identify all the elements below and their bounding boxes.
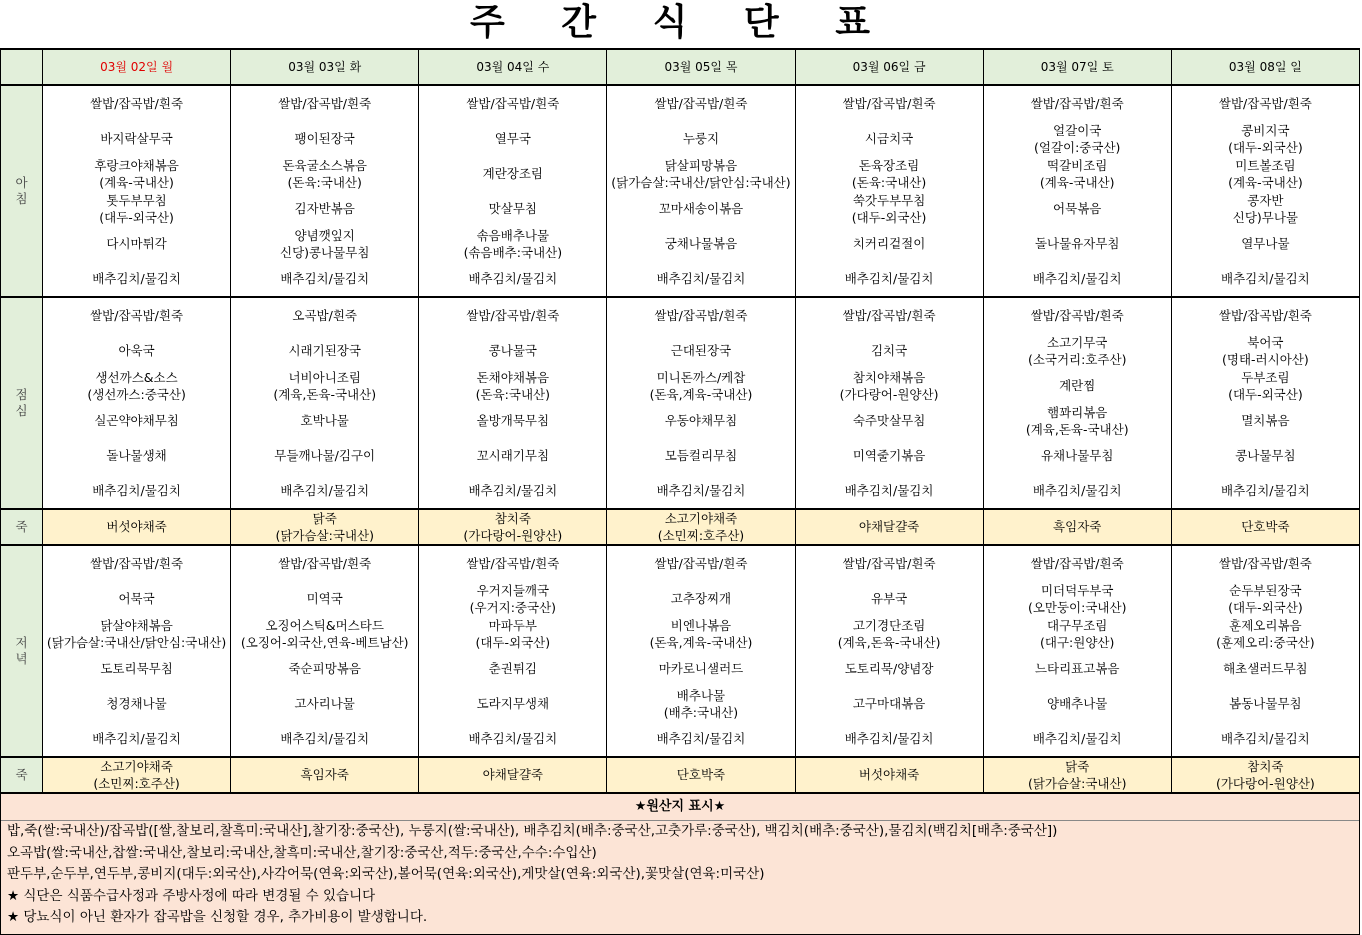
menu-cell: 유채나물무침 — [983, 438, 1171, 473]
menu-cell: 열무국 — [419, 121, 607, 156]
menu-cell: 바지락살무국 — [43, 121, 231, 156]
menu-cell: 쌀밥/잡곡밥/흰죽 — [983, 85, 1171, 121]
menu-cell: 쌀밥/잡곡밥/흰죽 — [795, 297, 983, 333]
menu-cell: 배추김치/물김치 — [231, 473, 419, 509]
menu-cell: 도토리묵/양념장 — [795, 651, 983, 686]
menu-cell: 쑥갓두부무침 (대두-외국산) — [795, 191, 983, 226]
menu-cell: 배추김치/물김치 — [795, 473, 983, 509]
menu-cell: 닭살피망볶음 (닭가슴살:국내산/닭안심:국내산) — [607, 156, 795, 191]
menu-cell: 오곡밥/흰죽 — [231, 297, 419, 333]
menu-cell: 배추김치/물김치 — [231, 261, 419, 297]
menu-cell: 닭죽 (닭가슴살:국내산) — [231, 509, 419, 545]
menu-cell: 배추김치/물김치 — [983, 261, 1171, 297]
origin-header: ★원산지 표시★ — [1, 794, 1359, 821]
menu-cell: 배추김치/물김치 — [1171, 721, 1359, 757]
menu-cell: 도토리묵무침 — [43, 651, 231, 686]
menu-cell: 죽순피망볶음 — [231, 651, 419, 686]
menu-row — [1, 721, 1360, 757]
menu-row — [1, 438, 1360, 473]
page-title: 주 간 식 단 표 — [469, 2, 892, 43]
menu-cell: 쌀밥/잡곡밥/흰죽 — [43, 85, 231, 121]
menu-cell: 마파두부 (대두-외국산) — [419, 616, 607, 651]
meal-label: 죽 — [1, 757, 43, 793]
menu-cell: 흑임자죽 — [983, 509, 1171, 545]
day-header-3: 03월 04일 수 — [419, 49, 607, 85]
origin-line: 판두부,순두부,연두부,콩비지(대두:외국산),사각어묵(연육:외국산),볼어묵(연육:외국산),게맛살(연육:외국산),꽃맛살(연육:미국산) — [7, 866, 765, 882]
menu-cell: 계란장조림 — [419, 156, 607, 191]
menu-cell: 비엔나볶음 (돈육,계육-국내산) — [607, 616, 795, 651]
menu-cell: 양념깻잎지 신당)콩나물무침 — [231, 226, 419, 261]
menu-cell: 참치죽 (가다랑어-원양산) — [419, 509, 607, 545]
menu-cell: 미니돈까스/케찹 (돈육,계육-국내산) — [607, 368, 795, 403]
menu-cell: 쌀밥/잡곡밥/흰죽 — [419, 297, 607, 333]
menu-cell: 콩비지국 (대두-외국산) — [1171, 121, 1359, 156]
day-header-5: 03월 06일 금 — [795, 49, 983, 85]
menu-cell: 미더덕두부국 (오만둥이:국내산) — [983, 581, 1171, 616]
day-header-7: 03월 08일 일 — [1171, 49, 1359, 85]
menu-cell: 쌀밥/잡곡밥/흰죽 — [795, 545, 983, 581]
menu-row — [1, 297, 1360, 333]
menu-cell: 숙주맛살무침 — [795, 403, 983, 438]
menu-cell: 느타리표고볶음 — [983, 651, 1171, 686]
menu-row — [1, 403, 1360, 438]
origin-line: 밥,죽(쌀:국내산)/잡곡밥([쌀,찰보리,찰흑미:국내산],찰기장:중국산), 누룽지(쌀:국내산), 배추김치(배추:중국산,고춧가루:중국산), 백김치(배추:중국산),물김치(백김치[배추:중국산]) — [7, 823, 1058, 839]
menu-row — [1, 473, 1360, 509]
menu-cell: 해초샐러드무침 — [1171, 651, 1359, 686]
menu-cell: 닭살야채볶음 (닭가슴살:국내산/닭안심:국내산) — [43, 616, 231, 651]
menu-cell: 콩나물무침 — [1171, 438, 1359, 473]
menu-cell: 아욱국 — [43, 333, 231, 368]
menu-cell: 김자반볶음 — [231, 191, 419, 226]
menu-cell: 궁채나물볶음 — [607, 226, 795, 261]
menu-cell: 춘권튀김 — [419, 651, 607, 686]
porridge-row — [1, 757, 1360, 793]
menu-cell: 배추김치/물김치 — [795, 721, 983, 757]
meal-label: 아 침 — [1, 85, 43, 297]
menu-row — [1, 121, 1360, 156]
menu-row — [1, 261, 1360, 297]
menu-cell: 고추장찌개 — [607, 581, 795, 616]
menu-cell: 봄동나물무침 — [1171, 686, 1359, 721]
menu-cell: 야채달걀죽 — [795, 509, 983, 545]
menu-cell: 다시마튀각 — [43, 226, 231, 261]
meal-label: 저 녁 — [1, 545, 43, 757]
menu-cell: 생선까스&소스 (생선까스:중국산) — [43, 368, 231, 403]
menu-cell: 고기경단조림 (계육,돈육-국내산) — [795, 616, 983, 651]
menu-cell: 훈제오리볶음 (훈제오리:중국산) — [1171, 616, 1359, 651]
menu-cell: 호박나물 — [231, 403, 419, 438]
menu-cell: 참치야채볶음 (가다랑어-원양산) — [795, 368, 983, 403]
menu-cell: 미역줄기볶음 — [795, 438, 983, 473]
menu-cell: 얼갈이국 (얼갈이:중국산) — [983, 121, 1171, 156]
menu-cell: 쌀밥/잡곡밥/흰죽 — [1171, 85, 1359, 121]
menu-cell: 계란찜 — [983, 368, 1171, 403]
menu-cell: 야채달걀죽 — [419, 757, 607, 793]
menu-cell: 유부국 — [795, 581, 983, 616]
menu-cell: 치커리겉절이 — [795, 226, 983, 261]
origin-line: ★ 당뇨식이 아닌 환자가 잡곡밥을 신청할 경우, 추가비용이 발생합니다. — [7, 909, 428, 925]
menu-cell: 쌀밥/잡곡밥/흰죽 — [607, 297, 795, 333]
menu-cell: 돌나물생채 — [43, 438, 231, 473]
menu-cell: 배추김치/물김치 — [419, 721, 607, 757]
menu-cell: 쌀밥/잡곡밥/흰죽 — [983, 545, 1171, 581]
menu-row — [1, 368, 1360, 403]
menu-cell: 돌나물유자무침 — [983, 226, 1171, 261]
porridge-row — [1, 509, 1360, 545]
menu-cell: 톳두부무침 (대두-외국산) — [43, 191, 231, 226]
menu-cell: 팽이된장국 — [231, 121, 419, 156]
menu-cell: 햄꽈리볶음 (계육,돈육-국내산) — [983, 403, 1171, 438]
menu-cell: 누룽지 — [607, 121, 795, 156]
menu-cell: 근대된장국 — [607, 333, 795, 368]
menu-cell: 우거지들깨국 (우거지:중국산) — [419, 581, 607, 616]
menu-cell: 모듬컬리무침 — [607, 438, 795, 473]
meal-label: 죽 — [1, 509, 43, 545]
menu-cell: 양배추나물 — [983, 686, 1171, 721]
day-header-6: 03월 07일 토 — [983, 49, 1171, 85]
menu-cell: 배추김치/물김치 — [607, 261, 795, 297]
menu-cell: 쌀밥/잡곡밥/흰죽 — [795, 85, 983, 121]
menu-cell: 꼬마새송이볶음 — [607, 191, 795, 226]
menu-row — [1, 616, 1360, 651]
menu-cell: 쌀밥/잡곡밥/흰죽 — [1171, 545, 1359, 581]
menu-cell: 시래기된장국 — [231, 333, 419, 368]
menu-cell: 미트볼조림 (계육-국내산) — [1171, 156, 1359, 191]
menu-cell: 돈채야채볶음 (돈육:국내산) — [419, 368, 607, 403]
menu-cell: 돈육장조림 (돈육:국내산) — [795, 156, 983, 191]
menu-cell: 우동야채무침 — [607, 403, 795, 438]
menu-cell: 배추김치/물김치 — [983, 473, 1171, 509]
menu-cell: 소고기야채죽 (소민찌:호주산) — [43, 757, 231, 793]
menu-cell: 실곤약야채무침 — [43, 403, 231, 438]
menu-cell: 꼬시래기무침 — [419, 438, 607, 473]
menu-cell: 닭죽 (닭가슴살:국내산) — [983, 757, 1171, 793]
menu-cell: 시금치국 — [795, 121, 983, 156]
day-header-2: 03월 03일 화 — [231, 49, 419, 85]
menu-cell: 쌀밥/잡곡밥/흰죽 — [43, 297, 231, 333]
menu-cell: 올방개묵무침 — [419, 403, 607, 438]
menu-cell: 멸치볶음 — [1171, 403, 1359, 438]
menu-cell: 솎음배추나물 (솎음배추:국내산) — [419, 226, 607, 261]
menu-cell: 어묵볶음 — [983, 191, 1171, 226]
menu-cell: 쌀밥/잡곡밥/흰죽 — [231, 85, 419, 121]
origin-line: ★ 식단은 식품수급사정과 주방사정에 따라 변경될 수 있습니다 — [7, 887, 376, 904]
menu-cell: 배추김치/물김치 — [419, 261, 607, 297]
menu-cell: 배추김치/물김치 — [607, 721, 795, 757]
origin-line: 오곡밥(쌀:국내산,찹쌀:국내산,찰보리:국내산,찰흑미:국내산,찰기장:중국산,적두:중국산,수수:수입산) — [7, 844, 597, 861]
menu-cell: 흑임자죽 — [231, 757, 419, 793]
menu-row — [1, 545, 1360, 581]
menu-cell: 단호박죽 — [607, 757, 795, 793]
menu-row — [1, 581, 1360, 616]
menu-cell: 고구마대볶음 — [795, 686, 983, 721]
menu-cell: 배추김치/물김치 — [1171, 473, 1359, 509]
menu-row — [1, 191, 1360, 226]
menu-cell: 쌀밥/잡곡밥/흰죽 — [419, 85, 607, 121]
day-header-row — [1, 49, 1360, 85]
menu-row — [1, 651, 1360, 686]
menu-cell: 쌀밥/잡곡밥/흰죽 — [419, 545, 607, 581]
menu-cell: 미역국 — [231, 581, 419, 616]
menu-cell: 쌀밥/잡곡밥/흰죽 — [607, 85, 795, 121]
day-header-4: 03월 05일 목 — [607, 49, 795, 85]
menu-cell: 참치죽 (가다랑어-원양산) — [1171, 757, 1359, 793]
day-header-1: 03월 02일 월 — [43, 49, 231, 85]
menu-cell: 너비아니조림 (계육,돈육-국내산) — [231, 368, 419, 403]
menu-cell: 북어국 (명태-러시아산) — [1171, 333, 1359, 368]
menu-cell: 소고기야채죽 (소민찌:호주산) — [607, 509, 795, 545]
menu-cell: 배추나물 (배추:국내산) — [607, 686, 795, 721]
menu-cell: 후랑크야채볶음 (계육-국내산) — [43, 156, 231, 191]
menu-cell: 쌀밥/잡곡밥/흰죽 — [607, 545, 795, 581]
menu-cell: 쌀밥/잡곡밥/흰죽 — [1171, 297, 1359, 333]
menu-cell: 무들깨나물/김구이 — [231, 438, 419, 473]
menu-cell: 김치국 — [795, 333, 983, 368]
menu-cell: 어묵국 — [43, 581, 231, 616]
menu-cell: 배추김치/물김치 — [43, 473, 231, 509]
menu-cell: 마카로니샐러드 — [607, 651, 795, 686]
menu-cell: 콩나물국 — [419, 333, 607, 368]
menu-cell: 배추김치/물김치 — [795, 261, 983, 297]
menu-cell: 버섯야채죽 — [795, 757, 983, 793]
menu-cell: 배추김치/물김치 — [983, 721, 1171, 757]
menu-cell: 배추김치/물김치 — [43, 721, 231, 757]
menu-row — [1, 686, 1360, 721]
menu-cell: 단호박죽 — [1171, 509, 1359, 545]
menu-cell: 도라지무생채 — [419, 686, 607, 721]
menu-row — [1, 156, 1360, 191]
menu-row — [1, 85, 1360, 121]
menu-cell: 배추김치/물김치 — [607, 473, 795, 509]
menu-cell: 열무나물 — [1171, 226, 1359, 261]
menu-cell: 돈육굴소스볶음 (돈육:국내산) — [231, 156, 419, 191]
menu-cell: 청경채나물 — [43, 686, 231, 721]
menu-cell: 두부조림 (대두-외국산) — [1171, 368, 1359, 403]
menu-cell: 쌀밥/잡곡밥/흰죽 — [43, 545, 231, 581]
menu-cell: 쌀밥/잡곡밥/흰죽 — [231, 545, 419, 581]
menu-cell: 배추김치/물김치 — [231, 721, 419, 757]
menu-row — [1, 333, 1360, 368]
origin-notice — [0, 794, 1360, 935]
menu-cell: 순두부된장국 (대두-외국산) — [1171, 581, 1359, 616]
meal-label: 점 심 — [1, 297, 43, 509]
menu-cell: 버섯야채죽 — [43, 509, 231, 545]
menu-cell: 콩자반 신당)무나물 — [1171, 191, 1359, 226]
weekly-menu-table — [0, 48, 1360, 794]
menu-cell: 배추김치/물김치 — [419, 473, 607, 509]
menu-cell: 배추김치/물김치 — [43, 261, 231, 297]
menu-row — [1, 226, 1360, 261]
menu-cell: 오징어스틱&머스타드 (오징어-외국산,연육-베트남산) — [231, 616, 419, 651]
corner-cell — [1, 49, 43, 85]
menu-cell: 맛살무침 — [419, 191, 607, 226]
menu-cell: 고사리나물 — [231, 686, 419, 721]
menu-cell: 배추김치/물김치 — [1171, 261, 1359, 297]
menu-cell: 소고기무국 (소국거리:호주산) — [983, 333, 1171, 368]
menu-cell: 대구무조림 (대구:원양산) — [983, 616, 1171, 651]
menu-cell: 떡갈비조림 (계육-국내산) — [983, 156, 1171, 191]
menu-cell: 쌀밥/잡곡밥/흰죽 — [983, 297, 1171, 333]
